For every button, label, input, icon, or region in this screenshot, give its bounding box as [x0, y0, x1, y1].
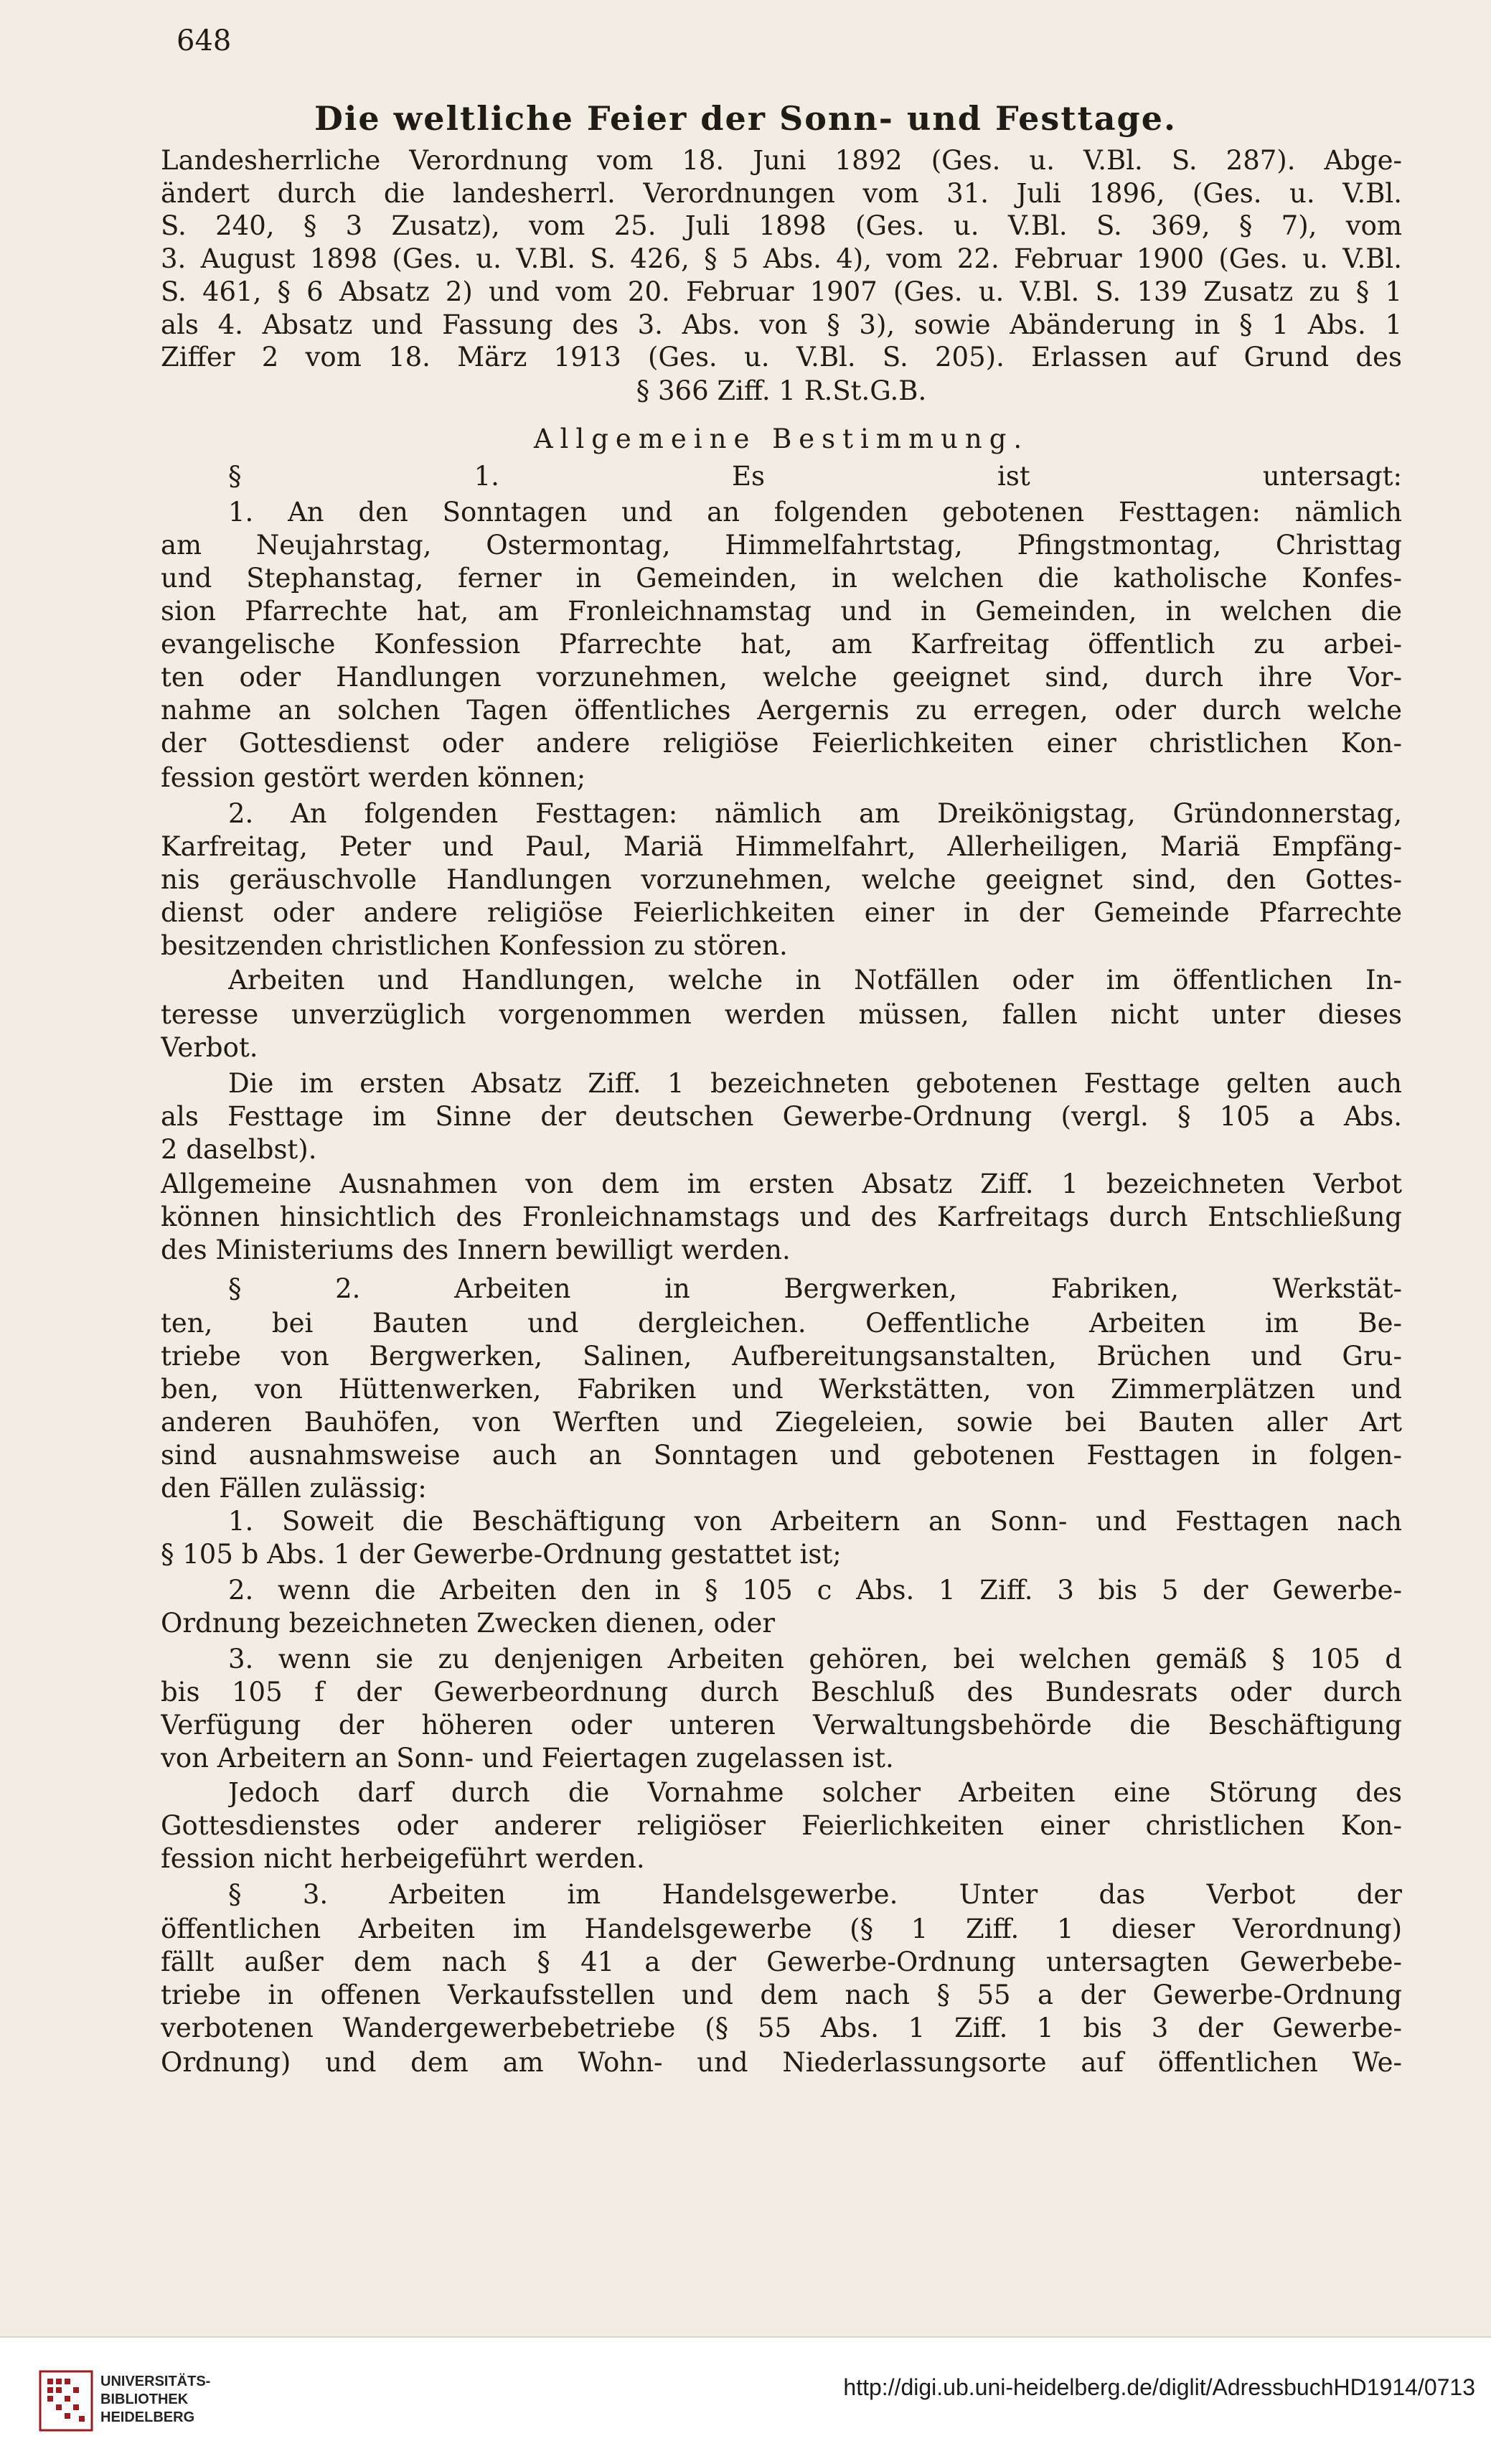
text-line: Landesherrliche Verordnung vom 18. Juni 1892 (Ges. u. V.Bl. S. 287). Abge-: [161, 145, 1402, 176]
text-line: Ordnung bezeichneten Zwecken dienen, oder: [161, 1608, 776, 1639]
text-line: als 4. Absatz und Fassung des 3. Abs. von § 3), sowie Abänderung in § 1 Abs. 1: [161, 309, 1402, 340]
text-line: als Festtage im Sinne der deutschen Gewerbe-Ordnung (vergl. § 105 a Abs.: [161, 1101, 1402, 1132]
text-line: § 105 b Abs. 1 der Gewerbe-Ordnung gestattet ist;: [161, 1539, 842, 1570]
text-line: 1. Soweit die Beschäftigung von Arbeitern an Sonn- und Festtagen nach: [228, 1506, 1402, 1537]
text-line: ben, von Hüttenwerken, Fabriken und Werkstätten, von Zimmerplätzen und: [161, 1374, 1402, 1405]
text-line: ten oder Handlungen vorzunehmen, welche geeignet sind, durch ihre Vor-: [161, 662, 1402, 693]
text-line: den Fällen zulässig:: [161, 1473, 427, 1504]
text-line: § 2. Arbeiten in Bergwerken, Fabriken, Werkstät-: [228, 1273, 1402, 1304]
page-number: 648: [177, 24, 232, 57]
text-line: § 1. Es ist untersagt:: [228, 461, 1402, 492]
text-line: S. 461, § 6 Absatz 2) und vom 20. Februar 1907 (Ges. u. V.Bl. S. 139 Zusatz zu § 1: [161, 276, 1402, 307]
text-line: triebe von Bergwerken, Salinen, Aufbereitungsanstalten, Brüchen und Gru-: [161, 1341, 1402, 1372]
text-line: § 366 Ziff. 1 R.St.G.B.: [636, 375, 927, 406]
text-line: von Arbeitern an Sonn- und Feiertagen zugelassen ist.: [161, 1743, 894, 1774]
text-line: 2. wenn die Arbeiten den in § 105 c Abs. 1 Ziff. 3 bis 5 der Gewerbe-: [228, 1575, 1402, 1606]
text-line: Jedoch darf durch die Vornahme solcher Arbeiten eine Störung des: [228, 1777, 1402, 1808]
text-line: Allgemeine Ausnahmen von dem im ersten Absatz Ziff. 1 bezeichneten Verbot: [161, 1168, 1402, 1199]
text-line: am Neujahrstag, Ostermontag, Himmelfahrtstag, Pfingstmontag, Christtag: [161, 530, 1402, 561]
text-line: evangelische Konfession Pfarrechte hat, am Karfreitag öffentlich zu arbei-: [161, 629, 1402, 660]
text-line: können hinsichtlich des Fronleichnamstags und des Karfreitags durch Entschließung: [161, 1201, 1402, 1232]
text-line: Ordnung) und dem am Wohn- und Niederlassungsorte auf öffentlichen We-: [161, 2047, 1402, 2078]
text-line: fession gestört werden können;: [161, 762, 586, 793]
text-line: triebe in offenen Verkaufsstellen und dem nach § 55 a der Gewerbe-Ordnung: [161, 1980, 1402, 2010]
text-line: 3. wenn sie zu denjenigen Arbeiten gehören, bei welchen gemäß § 105 d: [228, 1644, 1402, 1674]
text-line: Verfügung der höheren oder unteren Verwaltungsbehörde die Beschäftigung: [161, 1710, 1402, 1741]
text-line: anderen Bauhöfen, von Werften und Ziegeleien, sowie bei Bauten aller Art: [161, 1407, 1402, 1438]
text-line: öffentlichen Arbeiten im Handelsgewerbe (§ 1 Ziff. 1 dieser Verordnung): [161, 1913, 1402, 1944]
text-line: Gottesdienstes oder anderer religiöser Feierlichkeiten einer christlichen Kon-: [161, 1810, 1402, 1841]
text-line: sind ausnahmsweise auch an Sonntagen und gebotenen Festtagen in folgen-: [161, 1440, 1402, 1471]
text-line: 2 daselbst).: [161, 1134, 317, 1165]
text-line: verbotenen Wandergewerbebetriebe (§ 55 Abs. 1 Ziff. 1 bis 3 der Gewerbe-: [161, 2013, 1402, 2043]
text-line: der Gottesdienst oder andere religiöse Feierlichkeiten einer christlichen Kon-: [161, 728, 1402, 759]
text-line: besitzenden christlichen Konfession zu stören.: [161, 930, 788, 961]
text-line: 2. An folgenden Festtagen: nämlich am Dreikönigstag, Gründonnerstag,: [228, 798, 1402, 829]
text-line: 1. An den Sonntagen und an folgenden gebotenen Festtagen: nämlich: [228, 497, 1402, 528]
text-line: Karfreitag, Peter und Paul, Mariä Himmelfahrt, Allerheiligen, Mariä Empfäng-: [161, 831, 1402, 862]
text-line: ten, bei Bauten und dergleichen. Oeffentliche Arbeiten im Be-: [161, 1308, 1402, 1339]
text-line: fällt außer dem nach § 41 a der Gewerbe-Ordnung untersagten Gewerbebe-: [161, 1947, 1402, 1977]
text-line: Allgemeine Bestimmung.: [533, 423, 1030, 454]
text-line: S. 240, § 3 Zusatz), vom 25. Juli 1898 (Ges. u. V.Bl. S. 369, § 7), vom: [161, 210, 1402, 241]
text-line: teresse unverzüglich vorgenommen werden müssen, fallen nicht unter dieses: [161, 999, 1402, 1030]
text-line: § 3. Arbeiten im Handelsgewerbe. Unter das Verbot der: [228, 1879, 1402, 1910]
library-name: UNIVERSITÄTS- BIBLIOTHEK HEIDELBERG: [100, 2374, 211, 2425]
page-title: Die weltliche Feier der Sonn- und Festtage.: [314, 99, 1177, 138]
text-line: dienst oder andere religiöse Feierlichkeiten einer in der Gemeinde Pfarrechte: [161, 897, 1402, 928]
text-line: nahme an solchen Tagen öffentliches Aergernis zu erregen, oder durch welche: [161, 695, 1402, 726]
library-emblem-icon: [39, 2370, 93, 2432]
text-line: nis geräuschvolle Handlungen vorzunehmen, welche geeignet sind, den Gottes-: [161, 864, 1402, 895]
text-line: sion Pfarrechte hat, am Fronleichnamstag und in Gemeinden, in welchen die: [161, 596, 1402, 627]
text-line: Verbot.: [161, 1032, 258, 1063]
library-logo[interactable]: [39, 2366, 326, 2437]
text-line: Die im ersten Absatz Ziff. 1 bezeichneten gebotenen Festtage gelten auch: [228, 1068, 1402, 1099]
text-line: und Stephanstag, ferner in Gemeinden, in welchen die katholische Konfes-: [161, 563, 1402, 594]
text-line: Arbeiten und Handlungen, welche in Notfällen oder im öffentlichen In-: [228, 965, 1402, 996]
text-line: bis 105 f der Gewerbeordnung durch Beschluß des Bundesrats oder durch: [161, 1677, 1402, 1708]
text-line: Ziffer 2 vom 18. März 1913 (Ges. u. V.Bl. S. 205). Erlassen auf Grund des: [161, 342, 1402, 373]
text-line: ändert durch die landesherrl. Verordnungen vom 31. Juli 1896, (Ges. u. V.Bl.: [161, 178, 1402, 209]
text-line: des Ministeriums des Innern bewilligt werden.: [161, 1235, 791, 1265]
text-line: 3. August 1898 (Ges. u. V.Bl. S. 426, § 5 Abs. 4), vom 22. Februar 1900 (Ges. u. V.Bl.: [161, 243, 1402, 274]
source-url-link[interactable]: http://digi.ub.uni-heidelberg.de/diglit/AdressbuchHD1914/0713: [843, 2374, 1475, 2400]
text-line: fession nicht herbeigeführt werden.: [161, 1843, 645, 1874]
